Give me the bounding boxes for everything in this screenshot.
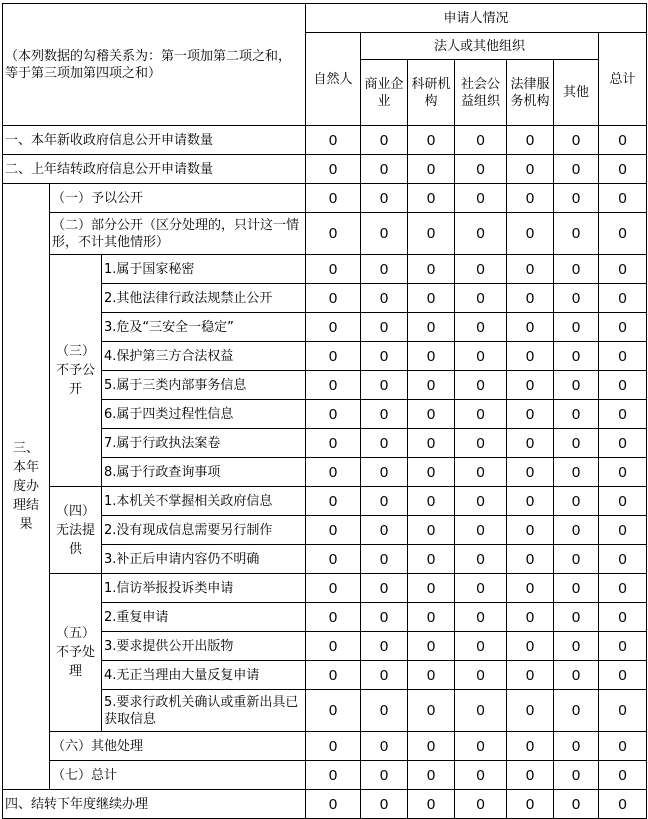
row-label: 8.属于行政查询事项 xyxy=(102,458,306,487)
count-cell: 0 xyxy=(554,313,599,342)
count-cell: 0 xyxy=(306,342,361,371)
count-cell: 0 xyxy=(554,761,599,790)
row-label: 一、本年新收政府信息公开申请数量 xyxy=(3,126,306,155)
count-cell: 0 xyxy=(408,732,455,761)
applicant-header: 申请人情况 xyxy=(306,4,647,33)
count-cell: 0 xyxy=(306,126,361,155)
count-cell: 0 xyxy=(599,516,647,545)
count-cell: 0 xyxy=(455,213,507,255)
count-cell: 0 xyxy=(361,661,408,690)
count-cell: 0 xyxy=(361,184,408,213)
count-cell: 0 xyxy=(455,516,507,545)
count-cell: 0 xyxy=(554,632,599,661)
count-cell: 0 xyxy=(507,732,554,761)
count-cell: 0 xyxy=(306,603,361,632)
count-cell: 0 xyxy=(306,371,361,400)
row-label: 1.信访举报投诉类申请 xyxy=(102,574,306,603)
count-cell: 0 xyxy=(408,400,455,429)
count-cell: 0 xyxy=(306,429,361,458)
row-label: 6.属于四类过程性信息 xyxy=(102,400,306,429)
table-row xyxy=(3,790,647,819)
table-row xyxy=(3,574,647,603)
count-cell: 0 xyxy=(507,284,554,313)
count-cell: 0 xyxy=(361,213,408,255)
count-cell: 0 xyxy=(361,313,408,342)
row-label: 2.重复申请 xyxy=(102,603,306,632)
count-cell: 0 xyxy=(554,155,599,184)
count-cell: 0 xyxy=(306,458,361,487)
row-label: 7.属于行政执法案卷 xyxy=(102,429,306,458)
count-cell: 0 xyxy=(455,487,507,516)
count-cell: 0 xyxy=(408,632,455,661)
count-cell: 0 xyxy=(306,574,361,603)
other-header: 其他 xyxy=(554,60,599,126)
count-cell: 0 xyxy=(306,487,361,516)
table-row xyxy=(3,255,647,284)
count-cell: 0 xyxy=(599,155,647,184)
row-label: （六）其他处理 xyxy=(50,732,306,761)
count-cell: 0 xyxy=(455,632,507,661)
count-cell: 0 xyxy=(507,516,554,545)
count-cell: 0 xyxy=(507,371,554,400)
row-label: 2.没有现成信息需要另行制作 xyxy=(102,516,306,545)
count-cell: 0 xyxy=(507,342,554,371)
count-cell: 0 xyxy=(599,213,647,255)
count-cell: 0 xyxy=(554,732,599,761)
count-cell: 0 xyxy=(507,126,554,155)
count-cell: 0 xyxy=(306,255,361,284)
count-cell: 0 xyxy=(408,155,455,184)
count-cell: 0 xyxy=(599,458,647,487)
not-process-label-cell xyxy=(50,574,102,732)
not-process-label: （五）不予处理 xyxy=(55,626,95,679)
count-cell: 0 xyxy=(455,661,507,690)
count-cell: 0 xyxy=(361,155,408,184)
count-cell: 0 xyxy=(306,790,361,819)
count-cell: 0 xyxy=(361,603,408,632)
count-cell: 0 xyxy=(306,545,361,574)
count-cell: 0 xyxy=(455,545,507,574)
table-row xyxy=(3,155,647,184)
count-cell: 0 xyxy=(306,184,361,213)
count-cell: 0 xyxy=(455,732,507,761)
count-cell: 0 xyxy=(554,603,599,632)
unable-label: （四）无法提供 xyxy=(55,503,95,557)
legal-service-header: 法律服务机构 xyxy=(507,60,554,126)
count-cell: 0 xyxy=(306,690,361,732)
count-cell: 0 xyxy=(599,661,647,690)
count-cell: 0 xyxy=(455,761,507,790)
count-cell: 0 xyxy=(455,603,507,632)
count-cell: 0 xyxy=(599,371,647,400)
count-cell: 0 xyxy=(599,429,647,458)
count-cell: 0 xyxy=(361,632,408,661)
result-group-label: 三、本年度办理结果 xyxy=(12,441,39,532)
count-cell: 0 xyxy=(599,184,647,213)
count-cell: 0 xyxy=(507,429,554,458)
row-label: （七）总计 xyxy=(50,761,306,790)
count-cell: 0 xyxy=(408,213,455,255)
table-row xyxy=(3,732,647,761)
count-cell: 0 xyxy=(599,126,647,155)
count-cell: 0 xyxy=(554,284,599,313)
count-cell: 0 xyxy=(507,313,554,342)
count-cell: 0 xyxy=(455,429,507,458)
count-cell: 0 xyxy=(599,603,647,632)
count-cell: 0 xyxy=(361,429,408,458)
count-cell: 0 xyxy=(554,342,599,371)
statistics-table xyxy=(2,3,647,819)
count-cell: 0 xyxy=(554,184,599,213)
count-cell: 0 xyxy=(408,690,455,732)
count-cell: 0 xyxy=(455,790,507,819)
table-row xyxy=(3,761,647,790)
result-group-label-cell xyxy=(3,184,50,790)
count-cell: 0 xyxy=(455,371,507,400)
count-cell: 0 xyxy=(361,790,408,819)
count-cell: 0 xyxy=(554,790,599,819)
count-cell: 0 xyxy=(361,545,408,574)
count-cell: 0 xyxy=(306,732,361,761)
count-cell: 0 xyxy=(361,458,408,487)
count-cell: 0 xyxy=(361,342,408,371)
count-cell: 0 xyxy=(306,661,361,690)
row-label: 四、结转下年度继续办理 xyxy=(3,790,306,819)
count-cell: 0 xyxy=(361,487,408,516)
count-cell: 0 xyxy=(361,255,408,284)
count-cell: 0 xyxy=(599,790,647,819)
count-cell: 0 xyxy=(361,761,408,790)
count-cell: 0 xyxy=(455,284,507,313)
count-cell: 0 xyxy=(408,371,455,400)
row-label: 二、上年结转政府信息公开申请数量 xyxy=(3,155,306,184)
count-cell: 0 xyxy=(599,574,647,603)
row-label: （二）部分公开（区分处理的，只计这一情形，不计其他情形） xyxy=(50,213,306,255)
row-label: 5.属于三类内部事务信息 xyxy=(102,371,306,400)
count-cell: 0 xyxy=(361,732,408,761)
row-label: 1.属于国家秘密 xyxy=(102,255,306,284)
row-label: 3.要求提供公开出版物 xyxy=(102,632,306,661)
count-cell: 0 xyxy=(408,661,455,690)
count-cell: 0 xyxy=(408,545,455,574)
count-cell: 0 xyxy=(554,371,599,400)
count-cell: 0 xyxy=(507,155,554,184)
row-label: 4.保护第三方合法权益 xyxy=(102,342,306,371)
count-cell: 0 xyxy=(361,574,408,603)
count-cell: 0 xyxy=(599,487,647,516)
count-cell: 0 xyxy=(306,155,361,184)
count-cell: 0 xyxy=(599,400,647,429)
not-open-label: （三）不予公开 xyxy=(55,344,95,397)
count-cell: 0 xyxy=(306,761,361,790)
row-label: 5.要求行政机关确认或重新出具已获取信息 xyxy=(102,690,306,732)
count-cell: 0 xyxy=(455,255,507,284)
count-cell: 0 xyxy=(599,545,647,574)
not-open-label-cell xyxy=(50,255,102,487)
count-cell: 0 xyxy=(408,603,455,632)
count-cell: 0 xyxy=(554,255,599,284)
count-cell: 0 xyxy=(306,284,361,313)
count-cell: 0 xyxy=(408,126,455,155)
count-cell: 0 xyxy=(554,574,599,603)
count-cell: 0 xyxy=(408,342,455,371)
count-cell: 0 xyxy=(361,690,408,732)
count-cell: 0 xyxy=(507,545,554,574)
count-cell: 0 xyxy=(507,255,554,284)
count-cell: 0 xyxy=(599,690,647,732)
table-row xyxy=(3,184,647,213)
count-cell: 0 xyxy=(361,284,408,313)
count-cell: 0 xyxy=(554,429,599,458)
count-cell: 0 xyxy=(507,790,554,819)
count-cell: 0 xyxy=(599,255,647,284)
count-cell: 0 xyxy=(306,632,361,661)
count-cell: 0 xyxy=(455,342,507,371)
row-label: 2.其他法律行政法规禁止公开 xyxy=(102,284,306,313)
total-header: 总计 xyxy=(599,33,647,126)
count-cell: 0 xyxy=(361,400,408,429)
count-cell: 0 xyxy=(554,213,599,255)
commercial-header: 商业企业 xyxy=(361,60,408,126)
count-cell: 0 xyxy=(554,400,599,429)
count-cell: 0 xyxy=(361,371,408,400)
legal-group-header: 法人或其他组织 xyxy=(361,33,599,60)
count-cell: 0 xyxy=(507,184,554,213)
count-cell: 0 xyxy=(408,574,455,603)
count-cell: 0 xyxy=(455,155,507,184)
count-cell: 0 xyxy=(408,516,455,545)
count-cell: 0 xyxy=(507,603,554,632)
count-cell: 0 xyxy=(408,184,455,213)
unable-label-cell xyxy=(50,487,102,574)
relationship-note: （本列数据的勾稽关系为：第一项加第二项之和，等于第三项加第四项之和） xyxy=(3,4,306,126)
count-cell: 0 xyxy=(408,255,455,284)
table-row xyxy=(3,487,647,516)
count-cell: 0 xyxy=(306,313,361,342)
count-cell: 0 xyxy=(507,632,554,661)
count-cell: 0 xyxy=(599,284,647,313)
count-cell: 0 xyxy=(599,342,647,371)
research-header: 科研机构 xyxy=(408,60,455,126)
count-cell: 0 xyxy=(507,661,554,690)
count-cell: 0 xyxy=(599,732,647,761)
count-cell: 0 xyxy=(554,458,599,487)
row-label: 3.补正后申请内容仍不明确 xyxy=(102,545,306,574)
count-cell: 0 xyxy=(507,213,554,255)
row-label: （一）予以公开 xyxy=(50,184,306,213)
count-cell: 0 xyxy=(599,313,647,342)
count-cell: 0 xyxy=(455,690,507,732)
count-cell: 0 xyxy=(599,761,647,790)
count-cell: 0 xyxy=(408,761,455,790)
count-cell: 0 xyxy=(507,761,554,790)
count-cell: 0 xyxy=(306,213,361,255)
row-label: 3.危及“三安全一稳定” xyxy=(102,313,306,342)
table-row xyxy=(3,213,647,255)
count-cell: 0 xyxy=(507,458,554,487)
count-cell: 0 xyxy=(507,690,554,732)
count-cell: 0 xyxy=(361,516,408,545)
count-cell: 0 xyxy=(599,632,647,661)
count-cell: 0 xyxy=(455,458,507,487)
count-cell: 0 xyxy=(554,126,599,155)
count-cell: 0 xyxy=(306,400,361,429)
count-cell: 0 xyxy=(554,690,599,732)
count-cell: 0 xyxy=(408,790,455,819)
count-cell: 0 xyxy=(455,574,507,603)
count-cell: 0 xyxy=(306,516,361,545)
count-cell: 0 xyxy=(507,574,554,603)
count-cell: 0 xyxy=(455,184,507,213)
count-cell: 0 xyxy=(455,400,507,429)
count-cell: 0 xyxy=(554,487,599,516)
count-cell: 0 xyxy=(408,458,455,487)
count-cell: 0 xyxy=(361,126,408,155)
natural-person-header: 自然人 xyxy=(306,33,361,126)
table-row xyxy=(3,126,647,155)
count-cell: 0 xyxy=(455,126,507,155)
count-cell: 0 xyxy=(408,429,455,458)
count-cell: 0 xyxy=(408,313,455,342)
count-cell: 0 xyxy=(507,400,554,429)
count-cell: 0 xyxy=(507,487,554,516)
count-cell: 0 xyxy=(554,661,599,690)
row-label: 4.无正当理由大量反复申请 xyxy=(102,661,306,690)
count-cell: 0 xyxy=(554,516,599,545)
count-cell: 0 xyxy=(455,313,507,342)
count-cell: 0 xyxy=(408,284,455,313)
row-label: 1.本机关不掌握相关政府信息 xyxy=(102,487,306,516)
public-welfare-header: 社会公益组织 xyxy=(455,60,507,126)
count-cell: 0 xyxy=(554,545,599,574)
count-cell: 0 xyxy=(408,487,455,516)
